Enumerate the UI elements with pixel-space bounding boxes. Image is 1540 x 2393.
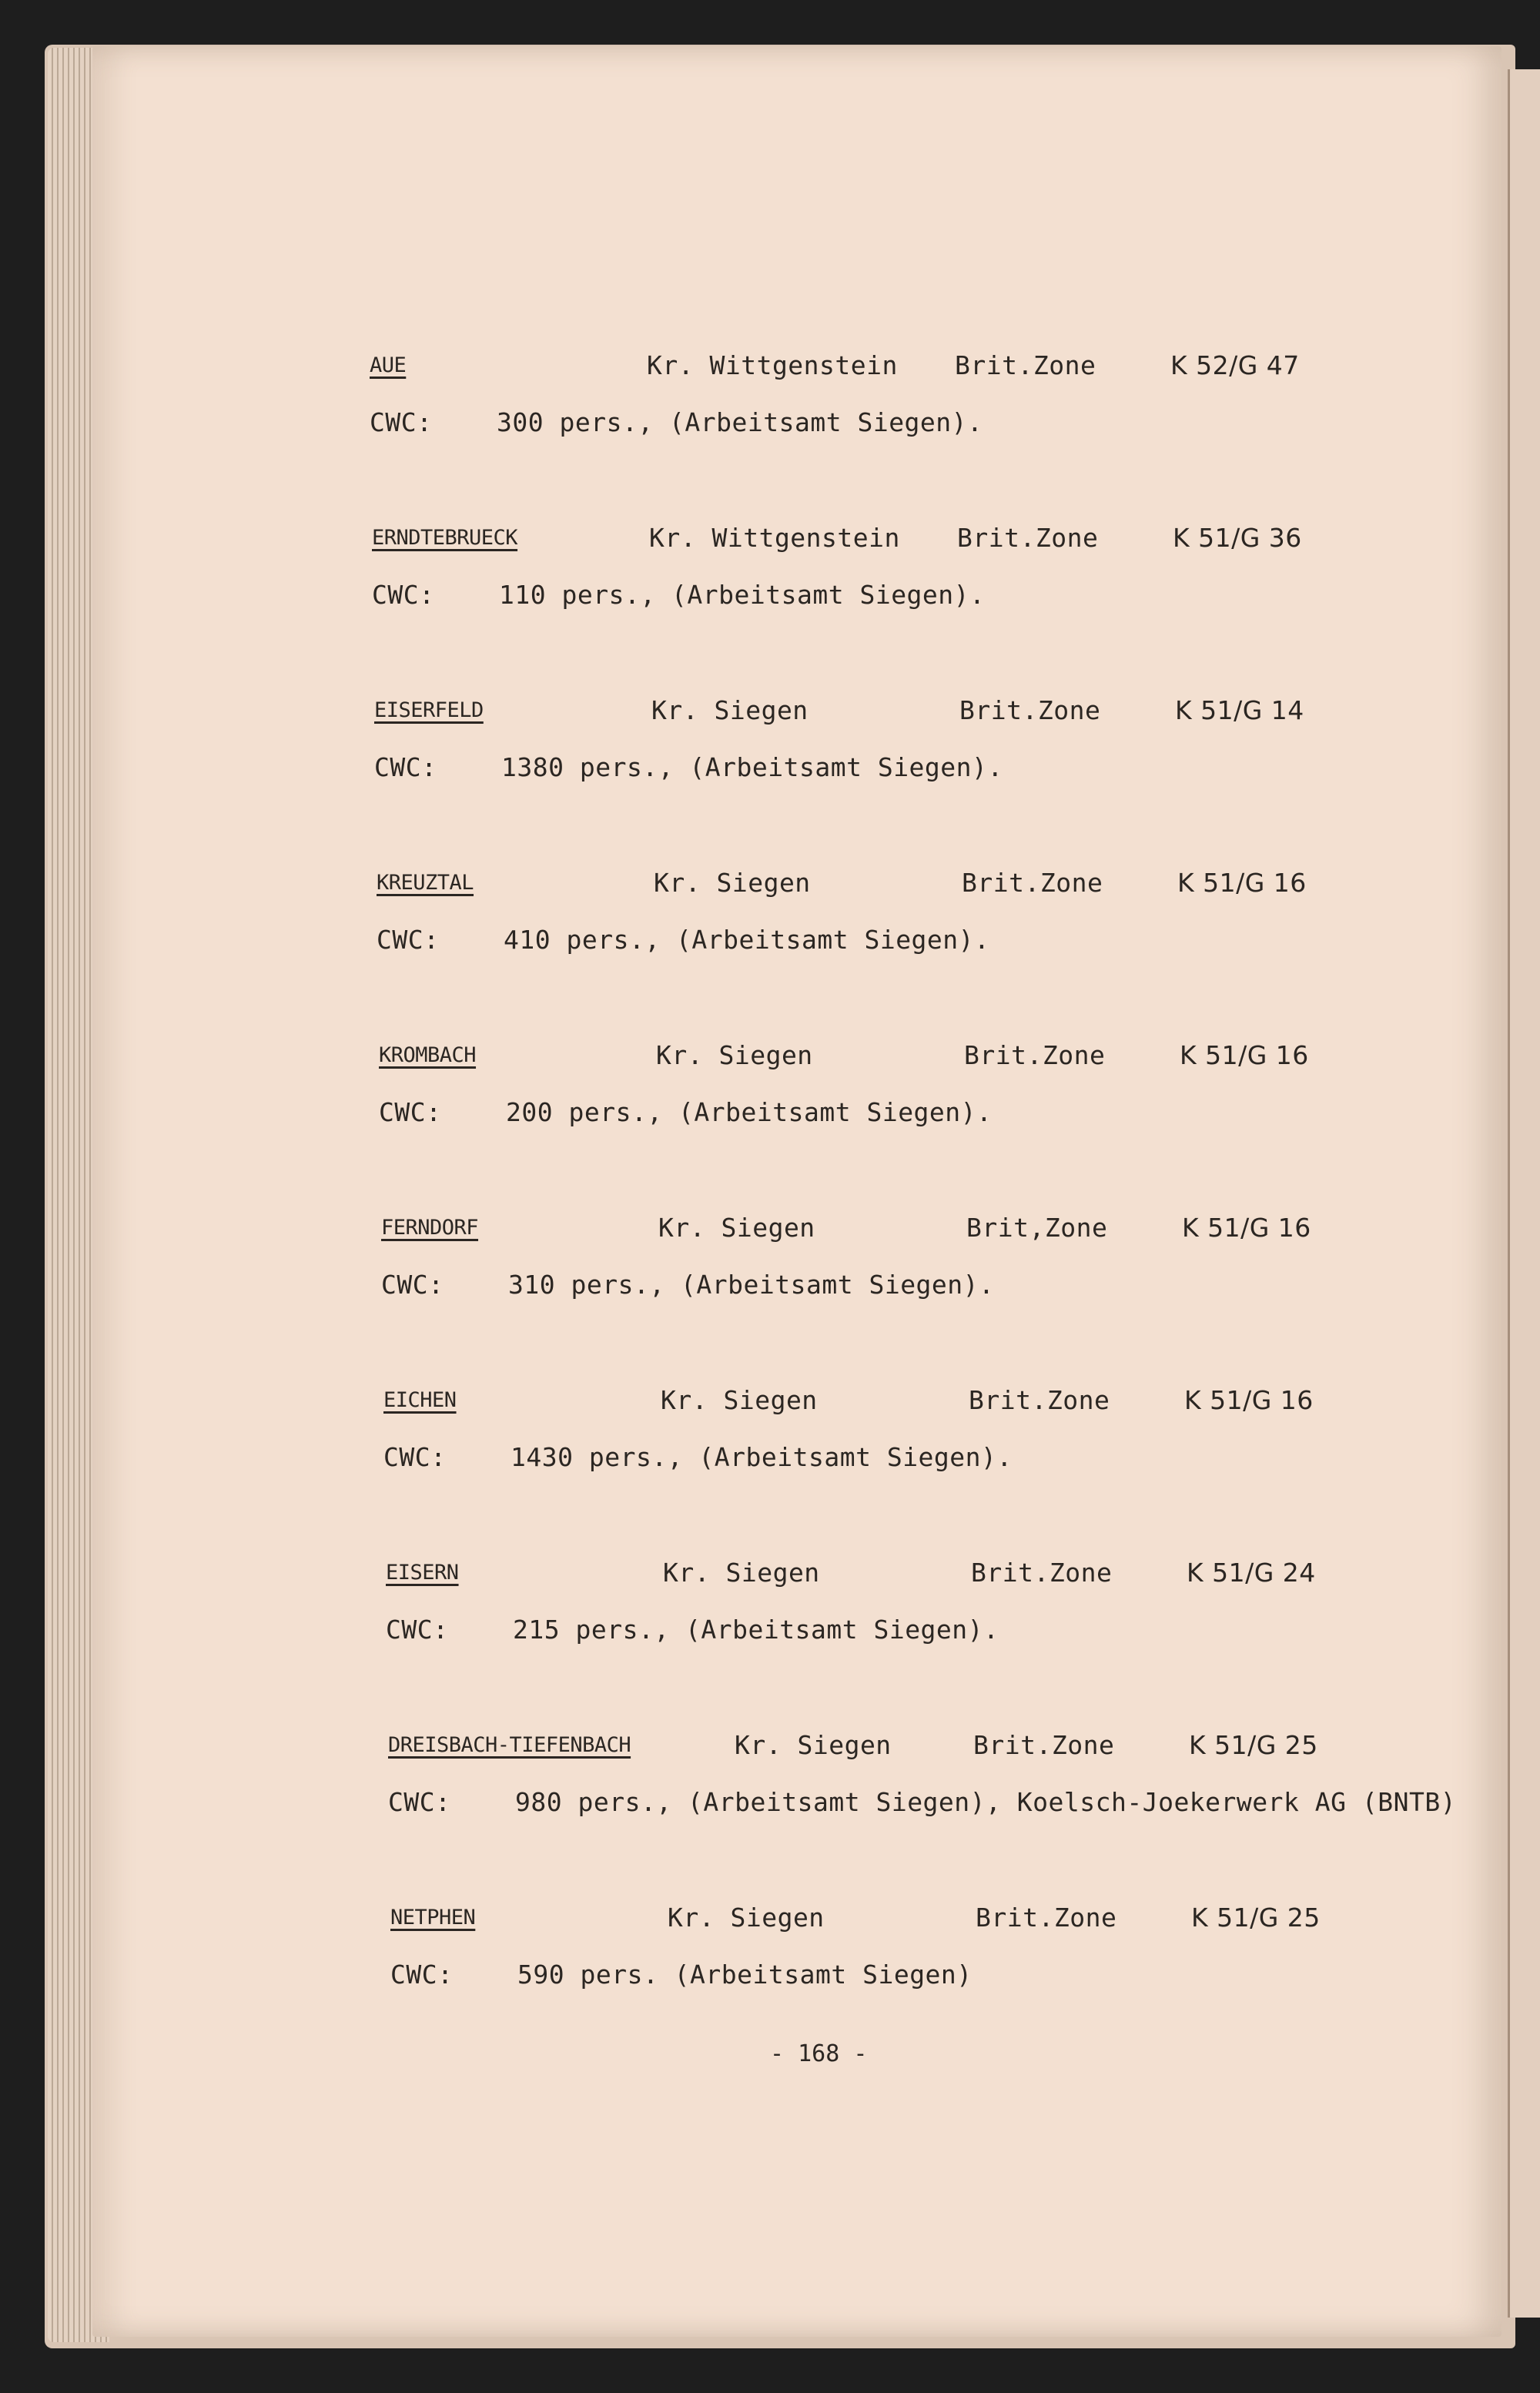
entry-header-row (372, 519, 1527, 557)
cwc-label: CWC: (370, 407, 433, 437)
entry-cwc-row (383, 1438, 1538, 1477)
cwc-label: CWC: (379, 1097, 442, 1127)
cwc-text: 110 pers., (Arbeitsamt Siegen). (499, 580, 986, 610)
map-reference: K 51/G 16 (1182, 1213, 1311, 1243)
entry-ferndorf (381, 1209, 1536, 1332)
district: Kr. Siegen (735, 1730, 892, 1760)
place-name: AUE (370, 353, 407, 377)
entry-header-row (390, 1899, 1540, 1937)
entry-cwc-row (388, 1783, 1540, 1822)
map-reference: K 51/G 24 (1187, 1558, 1316, 1588)
map-reference: K 51/G 25 (1189, 1730, 1318, 1760)
entry-krombach (379, 1036, 1534, 1160)
district: Kr. Siegen (668, 1903, 825, 1933)
entry-cwc-row (381, 1266, 1536, 1304)
entry-cwc-row (374, 748, 1529, 787)
place-name: EISERN (386, 1561, 459, 1585)
place-name: FERNDORF (381, 1216, 479, 1240)
entry-netphen (390, 1899, 1540, 2022)
map-reference: K 52/G 47 (1170, 350, 1300, 380)
page-number: - 168 - (770, 2040, 868, 2067)
place-name: EICHEN (383, 1388, 457, 1412)
entry-kreuztal (377, 864, 1532, 987)
cwc-text: 980 pers., (Arbeitsamt Siegen), Koelsch-Joekerwerk AG (BNTB) (515, 1787, 1457, 1817)
cwc-label: CWC: (390, 1960, 454, 1990)
cwc-text: 215 pers., (Arbeitsamt Siegen). (513, 1615, 999, 1645)
entry-header-row (377, 864, 1532, 902)
entry-cwc-row (386, 1611, 1540, 1649)
cwc-label: CWC: (386, 1615, 449, 1645)
cwc-text: 1430 pers., (Arbeitsamt Siegen). (511, 1442, 1013, 1472)
cwc-text: 200 pers., (Arbeitsamt Siegen). (506, 1097, 993, 1127)
entry-cwc-row (372, 576, 1527, 614)
cwc-label: CWC: (372, 580, 435, 610)
cwc-label: CWC: (381, 1270, 444, 1300)
zone: Brit.Zone (964, 1040, 1106, 1070)
cwc-label: CWC: (374, 752, 437, 782)
entry-header-row (379, 1036, 1534, 1075)
entry-header-row (388, 1726, 1540, 1765)
entry-header-row (386, 1554, 1540, 1592)
place-name: KREUZTAL (377, 871, 474, 895)
entry-cwc-row (390, 1956, 1540, 1994)
entry-header-row (383, 1381, 1538, 1420)
map-reference: K 51/G 25 (1191, 1903, 1321, 1933)
zone: Brit.Zone (959, 695, 1101, 725)
map-reference: K 51/G 14 (1175, 695, 1304, 725)
map-reference: K 51/G 16 (1177, 868, 1307, 898)
entry-header-row (374, 691, 1529, 730)
zone: Brit.Zone (955, 350, 1096, 380)
zone: Brit.Zone (971, 1558, 1113, 1588)
map-reference: K 51/G 16 (1184, 1385, 1314, 1415)
district: Kr. Siegen (656, 1040, 813, 1070)
zone: Brit.Zone (969, 1385, 1110, 1415)
cwc-text: 300 pers., (Arbeitsamt Siegen). (497, 407, 983, 437)
zone: Brit.Zone (976, 1903, 1117, 1933)
cwc-label: CWC: (388, 1787, 451, 1817)
cwc-label: CWC: (383, 1442, 447, 1472)
entry-header-row (381, 1209, 1536, 1247)
district: Kr. Siegen (658, 1213, 815, 1243)
entry-cwc-row (379, 1093, 1534, 1132)
district: Kr. Wittgenstein (647, 350, 898, 380)
place-name: NETPHEN (390, 1906, 476, 1929)
map-reference: K 51/G 16 (1180, 1040, 1309, 1070)
zone: Brit.Zone (962, 868, 1103, 898)
district: Kr. Siegen (661, 1385, 818, 1415)
entry-eisern (386, 1554, 1540, 1677)
cwc-text: 1380 pers., (Arbeitsamt Siegen). (501, 752, 1003, 782)
cwc-text: 310 pers., (Arbeitsamt Siegen). (508, 1270, 995, 1300)
district: Kr. Wittgenstein (649, 523, 900, 553)
entry-dreisbach-tiefenbach (388, 1726, 1540, 1849)
place-name: DREISBACH-TIEFENBACH (388, 1733, 631, 1757)
cwc-text: 410 pers., (Arbeitsamt Siegen). (504, 925, 990, 955)
zone: Brit.Zone (957, 523, 1099, 553)
cwc-label: CWC: (377, 925, 440, 955)
entry-cwc-row (370, 403, 1525, 442)
entry-eichen (383, 1381, 1538, 1504)
district: Kr. Siegen (654, 868, 811, 898)
district: Kr. Siegen (663, 1558, 820, 1588)
zone: Brit.Zone (973, 1730, 1115, 1760)
entry-erndtebrueck (372, 519, 1527, 642)
map-reference: K 51/G 36 (1173, 523, 1302, 553)
place-name: ERNDTEBRUECK (372, 526, 518, 550)
zone: Brit,Zone (966, 1213, 1108, 1243)
cwc-text: 590 pers. (Arbeitsamt Siegen) (517, 1960, 973, 1990)
entry-header-row (370, 346, 1525, 385)
district: Kr. Siegen (651, 695, 808, 725)
place-name: EISERFELD (374, 698, 484, 722)
entry-eiserfeld (374, 691, 1529, 815)
entry-cwc-row (377, 921, 1532, 959)
entry-aue (370, 346, 1525, 470)
place-name: KROMBACH (379, 1043, 477, 1067)
